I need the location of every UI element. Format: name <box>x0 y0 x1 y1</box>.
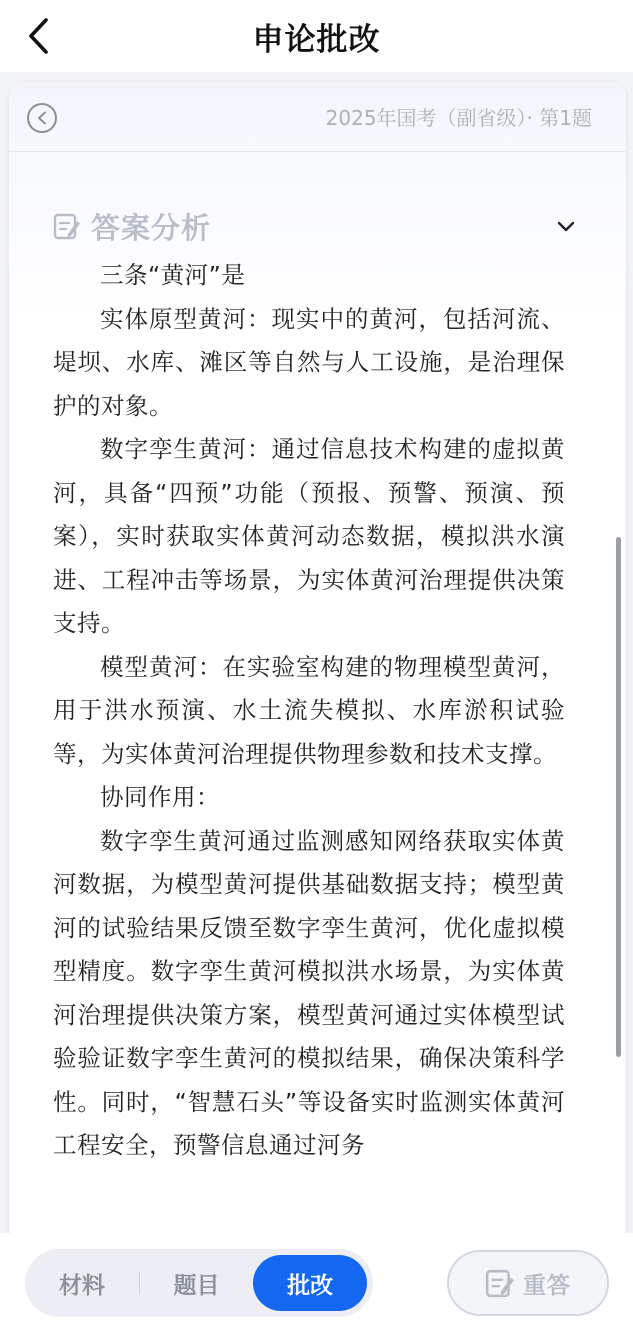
answer-paragraph: 三条“黄河”是 <box>100 261 246 289</box>
page-title: 申论批改 <box>252 21 381 58</box>
top-bar <box>0 0 633 72</box>
redo-label: 重答 <box>523 1272 571 1299</box>
card-header <box>9 82 626 152</box>
edit-note-icon <box>53 212 81 240</box>
circle-chevron-left-icon <box>36 111 48 125</box>
answer-card <box>9 82 626 1242</box>
redo-button[interactable] <box>447 1250 609 1316</box>
back-button[interactable] <box>18 14 58 58</box>
edit-note-icon <box>485 1268 515 1298</box>
answer-paragraph: 协同作用： <box>100 783 220 811</box>
answer-text <box>53 254 565 1168</box>
card-back-button[interactable] <box>27 103 57 133</box>
tab-grading[interactable]: 批改 <box>253 1255 367 1311</box>
chevron-left-icon <box>27 17 49 55</box>
exam-label: 2025年国考（副省级）· 第1题 <box>325 106 592 130</box>
answer-paragraph: 数字孪生黄河通过监测感知网络获取实体黄河数据，为模型黄河提供基础数据支持；模型黄河的试验结果反馈至数字孪生黄河，优化虚拟模型精度。数字孪生黄河模拟洪水场景，为实体黄河治理提供决策方案，模型黄河通过实体模型试验验证数字孪生黄河的模拟结果，确保决策科学性。同时，“智慧石头”等设备实时监测实体黄河工程安全，预警信息通过河务 <box>53 826 565 1159</box>
section-title: 答案分析 <box>91 210 212 245</box>
answer-paragraph: 实体原型黄河：现实中的黄河，包括河流、堤坝、水库、滩区等自然与人工设施，是治理保护的对象。 <box>53 304 565 420</box>
tab-group <box>25 1249 373 1317</box>
tab-materials[interactable]: 材料 <box>58 1272 105 1299</box>
answer-paragraph: 模型黄河：在实验室构建的物理模型黄河，用于洪水预演、水土流失模拟、水库淤积试验等，为实体黄河治理提供物理参数和技术支撑。 <box>53 652 565 768</box>
answer-paragraph: 数字孪生黄河：通过信息技术构建的虚拟黄河，具备“四预”功能（预报、预警、预演、预案），实时获取实体黄河动态数据，模拟洪水演进、工程冲击等场景，为实体黄河治理提供决策支持。 <box>53 435 565 637</box>
bottom-bar <box>0 1233 633 1333</box>
chevron-down-icon <box>557 221 575 233</box>
section-header <box>53 208 211 244</box>
collapse-toggle[interactable] <box>553 214 579 240</box>
tab-question[interactable]: 题目 <box>173 1272 220 1299</box>
scrollbar[interactable] <box>616 537 621 1057</box>
